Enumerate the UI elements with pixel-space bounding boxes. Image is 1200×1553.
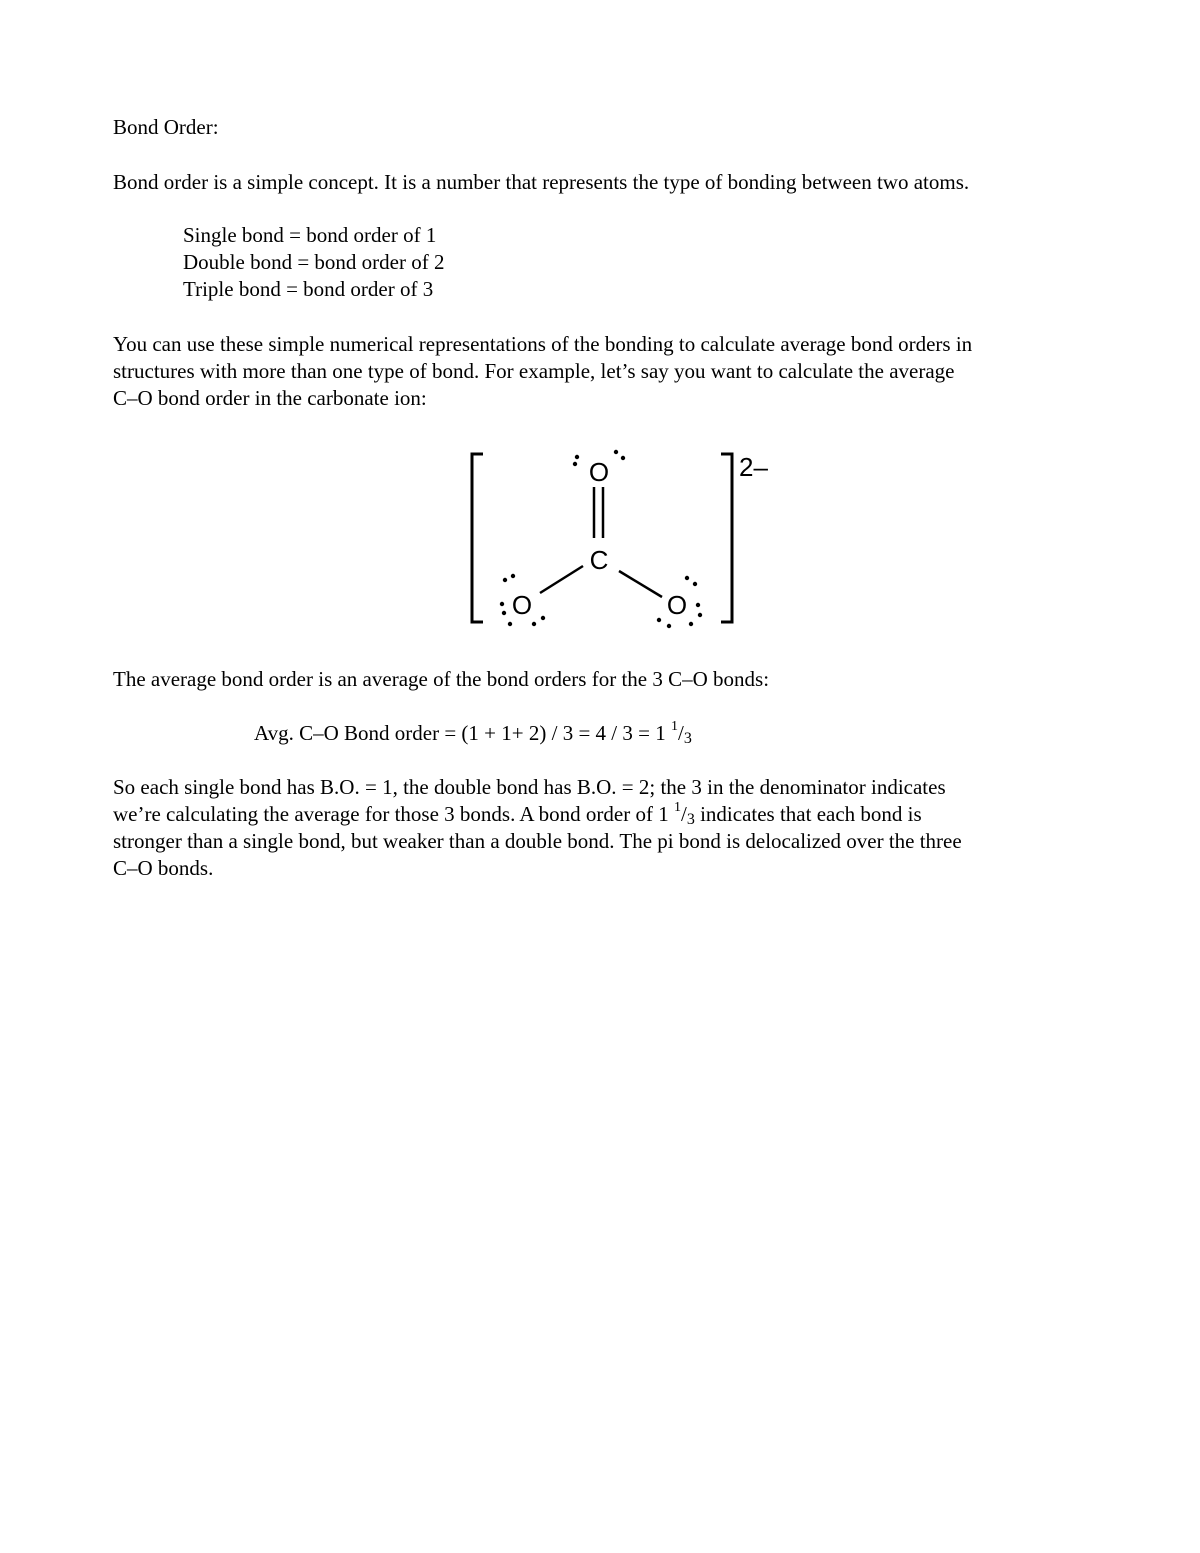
conclusion-line-2-start: we’re calculating the average for those 3 bonds. A bond order of 1 bbox=[113, 802, 674, 826]
lone-pair-dot bbox=[689, 622, 693, 626]
average-intro: The average bond order is an average of the bond orders for the 3 C–O bonds: bbox=[113, 667, 770, 691]
right-oxygen: O bbox=[666, 590, 688, 620]
fraction-slash: / bbox=[680, 802, 687, 826]
lone-pair-dot bbox=[685, 576, 689, 580]
equation-text: Avg. C–O Bond order = (1 + 1+ 2) / 3 = 4 / 3 = 1 bbox=[254, 721, 671, 745]
right-bracket bbox=[721, 454, 732, 622]
charge-label: 2– bbox=[739, 452, 768, 482]
single-bond-left bbox=[540, 566, 583, 593]
fraction-numerator: 1 bbox=[673, 800, 681, 815]
lone-pair-dot bbox=[508, 622, 512, 626]
lone-pair-dot bbox=[693, 582, 697, 586]
lone-pair-dot bbox=[503, 578, 507, 582]
lone-pair-dot bbox=[657, 618, 661, 622]
carbonate-lewis-structure bbox=[455, 440, 785, 635]
usage-line-1: You can use these simple numerical representations of the bonding to calculate average bond orders in bbox=[113, 332, 973, 356]
lone-pair-dot bbox=[575, 455, 579, 459]
lone-pair-dot bbox=[698, 613, 702, 617]
single-bond-right bbox=[619, 571, 662, 597]
lone-pair-dot bbox=[541, 616, 545, 620]
average-equation bbox=[254, 720, 692, 747]
lone-pair-dot bbox=[667, 624, 671, 628]
usage-line-2: structures with more than one type of bond. For example, let’s say you want to calculate the average bbox=[113, 359, 955, 383]
definition-single: Single bond = bond order of 1 bbox=[183, 223, 437, 247]
lone-pair-dot bbox=[511, 574, 515, 578]
lone-pair-dot bbox=[532, 622, 536, 626]
left-bracket bbox=[472, 454, 483, 622]
conclusion-line-2 bbox=[113, 801, 922, 828]
top-oxygen: O bbox=[588, 457, 610, 487]
lone-pair-dot bbox=[502, 611, 506, 615]
lone-pair-dot bbox=[500, 602, 504, 606]
conclusion-line-4: C–O bonds. bbox=[113, 856, 214, 880]
definition-double: Double bond = bond order of 2 bbox=[183, 250, 445, 274]
lone-pair-dot bbox=[696, 603, 700, 607]
conclusion-line-2-end: indicates that each bond is bbox=[694, 802, 922, 826]
fraction-slash: / bbox=[677, 721, 684, 745]
usage-line-3: C–O bond order in the carbonate ion: bbox=[113, 386, 427, 410]
lone-pair-dot bbox=[573, 462, 577, 466]
definition-triple: Triple bond = bond order of 3 bbox=[183, 277, 434, 301]
intro-paragraph: Bond order is a simple concept. It is a number that represents the type of bonding between two atoms. bbox=[113, 170, 970, 194]
lone-pair-dot bbox=[614, 450, 618, 454]
fraction-numerator: 1 bbox=[670, 719, 678, 734]
conclusion-line-1: So each single bond has B.O. = 1, the double bond has B.O. = 2; the 3 in the denominator indicates bbox=[113, 775, 946, 799]
lone-pair-dot bbox=[621, 456, 625, 460]
fraction-denominator: 3 bbox=[686, 811, 695, 828]
section-heading: Bond Order: bbox=[113, 115, 219, 139]
fraction-denominator: 3 bbox=[683, 730, 692, 747]
left-oxygen: O bbox=[511, 590, 533, 620]
conclusion-line-3: stronger than a single bond, but weaker than a double bond. The pi bond is delocalized over the three bbox=[113, 829, 962, 853]
central-carbon: C bbox=[589, 545, 609, 575]
